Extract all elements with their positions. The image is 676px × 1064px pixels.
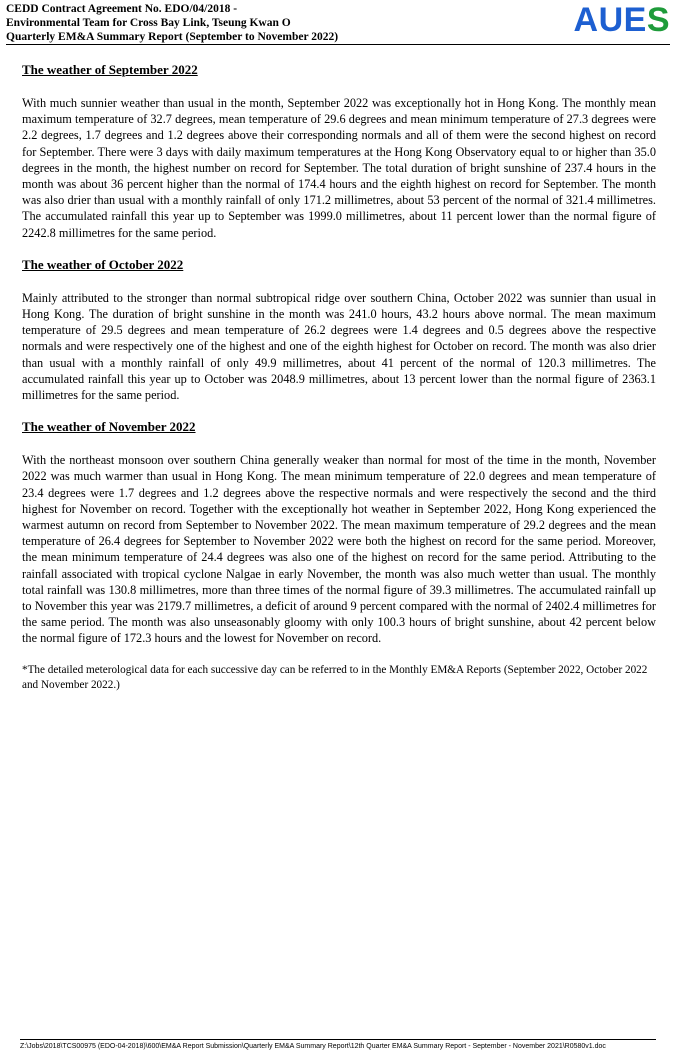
page-header (6, 0, 670, 45)
section-paragraph: With much sunnier weather than usual in the month, September 2022 was exceptionally hot in Hong Kong. The monthly mean maximum temperature of 32.7 degrees, mean temperature of 29.6 degrees and mean minimum temperature of 27.3 degrees were 2.2 degrees, 1.7 degrees and 1.2 degrees above their corresponding normals and all of them were the second highest on record for September. There were 3 days with daily maximum temperatures at the Hong Kong Observatory equal to or higher than 35.0 degrees in the month, the highest number on record for September. The total duration of bright sunshine of 237.4 hours in the month was about 36 percent higher than the normal of 174.4 hours and the eighth highest on record for September. The month was also drier than usual with a monthly rainfall of only 171.2 millimetres, about 53 percent of the normal of 321.4 millimetres. The accumulated rainfall this year up to September was 1999.0 millimetres, about 11 percent lower than the normal figure of 2242.8 millimetres for the same period. (22, 96, 656, 240)
contract-title: CEDD Contract Agreement No. EDO/04/2018 - (6, 3, 238, 15)
footnote: *The detailed meterological data for each successive day can be referred to in the Monthly EM&A Reports (September 2022, October 2022 and November 2022.) (22, 663, 648, 691)
section-november (22, 419, 656, 646)
section-september (22, 62, 656, 241)
aues-logo: AUES (573, 1, 670, 39)
page-footer (20, 1039, 656, 1051)
section-title: The weather of November 2022 (22, 419, 196, 435)
team-title: Environmental Team for Cross Bay Link, Tseung Kwan O (6, 17, 291, 29)
header-text (6, 2, 338, 44)
report-body (22, 62, 656, 693)
section-paragraph: With the northeast monsoon over southern China generally weaker than normal for most of the time in the month, November 2022 was much warmer than usual in Hong Kong. The mean minimum temperature of 22.0 degrees and mean temperature of 23.4 degrees were 1.7 degrees and 1.2 degrees above the respective normals and were respectively the second and the third highest for November on record. Together with the exceptionally hot weather in September 2022, Hong Kong experienced the warmest autumn on record from September to November 2022. The mean maximum temperature of 29.2 degrees and the mean temperature of 26.4 degrees for September to November 2022 were both the highest on record for the same period. Moreover, the mean minimum temperature of 24.4 degrees was also one of the highest on record for the same period. Attributing to the rainfall associated with tropical cyclone Nalgae in early November, the month was also much wetter than usual. The monthly total rainfall was 130.8 millimetres, more than three times of the normal figure of 39.3 millimetres. The accumulated rainfall up to November this year was 2179.7 millimetres, a deficit of around 9 percent compared with the normal of 2402.4 millimetres for the same period. The month was also unseasonably gloomy with only 100.3 hours of bright sunshine, about 42 percent below the normal figure of 172.3 hours and the lowest for November on record. (22, 453, 656, 646)
section-title: The weather of October 2022 (22, 256, 184, 272)
report-title: Quarterly EM&A Summary Report (September to November 2022) (6, 31, 339, 43)
section-october (22, 257, 656, 403)
file-path: Z:\Jobs\2018\TCS00975 (EDO-04-2018)\600\EM&A Report Submission\Quarterly EM&A Summary Report\12th Quarter EM&A Summary Report - September - November 2021\R0580v1.doc (20, 1043, 606, 1050)
section-title: The weather of September 2022 (22, 62, 198, 77)
section-paragraph: Mainly attributed to the stronger than normal subtropical ridge over southern China, October 2022 was sunnier than usual in Hong Kong. The duration of bright sunshine in the month was 241.0 hours, 43.2 hours above normal. The mean maximum temperature of 29.5 degrees and mean temperature of 26.2 degrees were 1.4 degrees and 0.5 degrees above the respective normals and were respectively one of the highest and one of the eighth highest for October on record. The month was also drier than usual with a monthly rainfall of only 49.9 millimetres, about 41 percent of the normal of 120.3 millimetres. The accumulated rainfall this year up to October was 2048.9 millimetres, about 13 percent lower than the normal figure of 2363.1 millimetres for the same period. (22, 290, 656, 403)
